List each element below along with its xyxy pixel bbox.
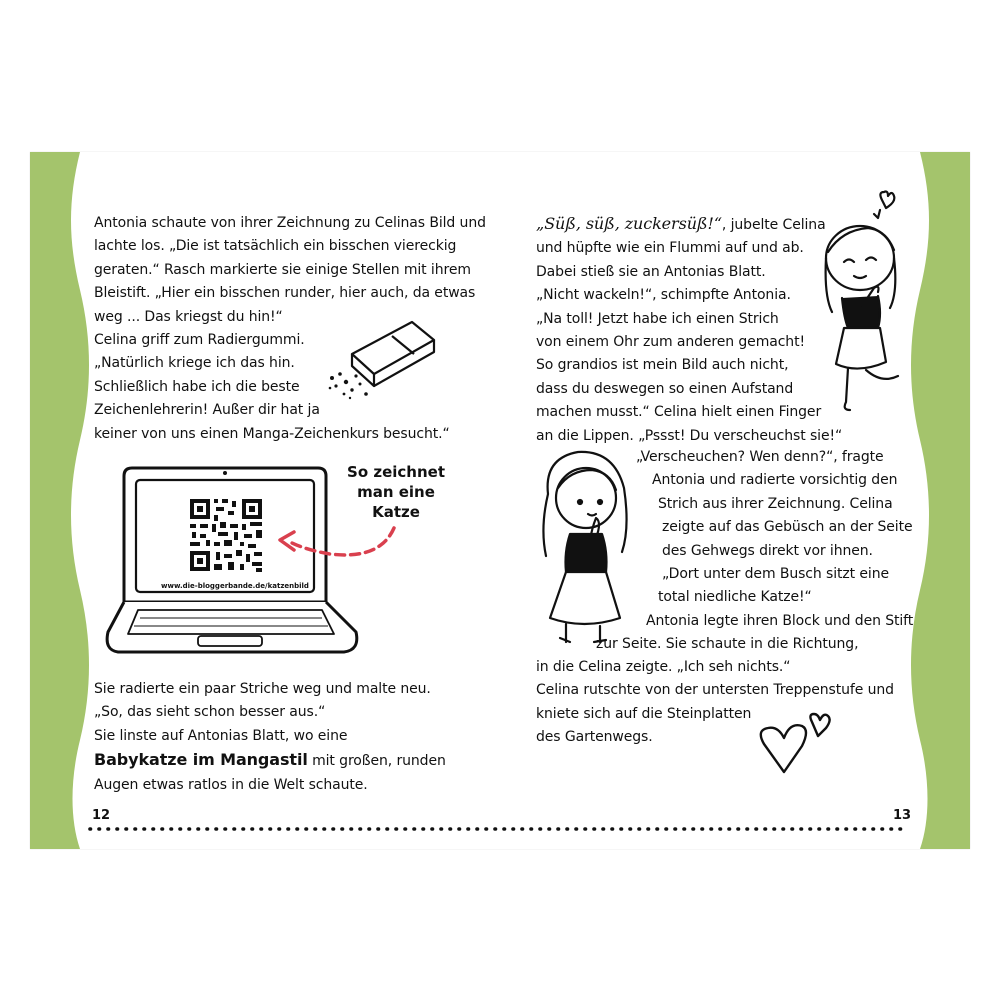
text-line: Celina griff zum Radiergummi. — [94, 332, 305, 349]
qr-url-text[interactable]: www.die-bloggerbande.de/katzenbild — [161, 582, 309, 590]
text-line: geraten.“ Rasch markierte sie einige Stellen mit ihrem — [94, 261, 471, 278]
right-paragraph-top — [536, 212, 842, 448]
dashed-arrow-icon — [270, 520, 410, 580]
page-number-right: 13 — [893, 808, 912, 823]
exclaim-rest: , jubelte Celina — [721, 217, 826, 233]
text-line: Bleistift. „Hier ein bisschen runder, hier auch, da etwas — [94, 285, 476, 302]
text-line: dass du deswegen so einen Aufstand — [536, 380, 794, 397]
text-line: „Nicht wackeln!“, schimpfte Antonia. — [536, 287, 791, 304]
text-line: Strich aus ihrer Zeichnung. Celina — [658, 495, 893, 512]
text-line: Augen etwas ratlos in die Welt schaute. — [94, 776, 368, 793]
callout-line: So zeichnet — [347, 463, 445, 481]
text-line: „Natürlich kriege ich das hin. — [94, 355, 295, 372]
dotted-divider — [0, 823, 1000, 843]
highlight-text: Babykatze im Mangastil — [94, 750, 308, 770]
text-line: Sie linste auf Antonias Blatt, wo eine — [94, 727, 348, 744]
text-line — [536, 212, 842, 237]
text-line: Dabei stieß sie an Antonias Blatt. — [536, 263, 766, 280]
page-number-left: 12 — [92, 808, 111, 823]
text-line: kniete sich auf die Steinplatten — [536, 705, 752, 722]
callout-text — [336, 462, 456, 522]
girl-antonia-illustration — [530, 448, 640, 648]
text-line: Antonia legte ihren Block und den Stift — [646, 612, 914, 629]
text-line: „Dort unter dem Busch sitzt eine — [662, 566, 889, 583]
text-line: lachte los. „Die ist tatsächlich ein bisschen viereckig — [94, 238, 457, 255]
text-line: weg ... Das kriegst du hin!“ — [94, 308, 283, 325]
text-line: des Gartenwegs. — [536, 729, 653, 746]
callout-line: man eine — [357, 483, 435, 501]
text-line: an die Lippen. „Pssst! Du verscheuchst sie!“ — [536, 427, 843, 444]
text-line: „Na toll! Jetzt habe ich einen Strich — [536, 310, 779, 327]
text-line: „So, das sieht schon besser aus.“ — [94, 704, 326, 721]
girl-celina-illustration — [808, 188, 918, 418]
highlight-rest: mit großen, runden — [307, 753, 446, 770]
text-line: So grandios ist mein Bild auch nicht, — [536, 357, 789, 374]
heart-icon — [752, 710, 852, 790]
text-line — [94, 748, 446, 773]
text-line: „Verscheuchen? Wen denn?“, fragte — [636, 449, 884, 465]
text-line: Sie radierte ein paar Striche weg und malte neu. — [94, 681, 431, 697]
callout-line: Katze — [372, 503, 420, 521]
text-line: machen musst.“ Celina hielt einen Finger — [536, 404, 822, 421]
text-line: des Gehwegs direkt vor ihnen. — [662, 542, 873, 559]
text-line: zeigte auf das Gebüsch an der Seite — [662, 519, 913, 536]
eraser-illustration — [322, 316, 442, 406]
text-line: keiner von uns einen Manga-Zeichenkurs besucht.“ — [94, 425, 450, 442]
text-line: total niedliche Katze!“ — [658, 589, 812, 606]
text-line: Celina rutschte von der untersten Treppenstufe und — [536, 682, 894, 699]
text-line: Antonia schaute von ihrer Zeichnung zu Celinas Bild und — [94, 215, 486, 231]
text-line: Schließlich habe ich die beste — [94, 378, 300, 395]
text-line: Antonia und radierte vorsichtig den — [652, 472, 898, 489]
left-paragraph-2 — [94, 678, 446, 797]
text-line: zur Seite. Sie schaute in die Richtung, — [596, 636, 859, 653]
text-line: Zeichenlehrerin! Außer dir hat ja — [94, 402, 320, 419]
text-line: und hüpfte wie ein Flummi auf und ab. — [536, 240, 804, 257]
text-line: in die Celina zeigte. „Ich seh nichts.“ — [536, 659, 791, 675]
text-line: von einem Ohr zum anderen gemacht! — [536, 334, 805, 351]
exclaim-text: „Süß, süß, zuckersüß!“ — [536, 214, 722, 233]
qr-code-icon — [189, 498, 263, 572]
